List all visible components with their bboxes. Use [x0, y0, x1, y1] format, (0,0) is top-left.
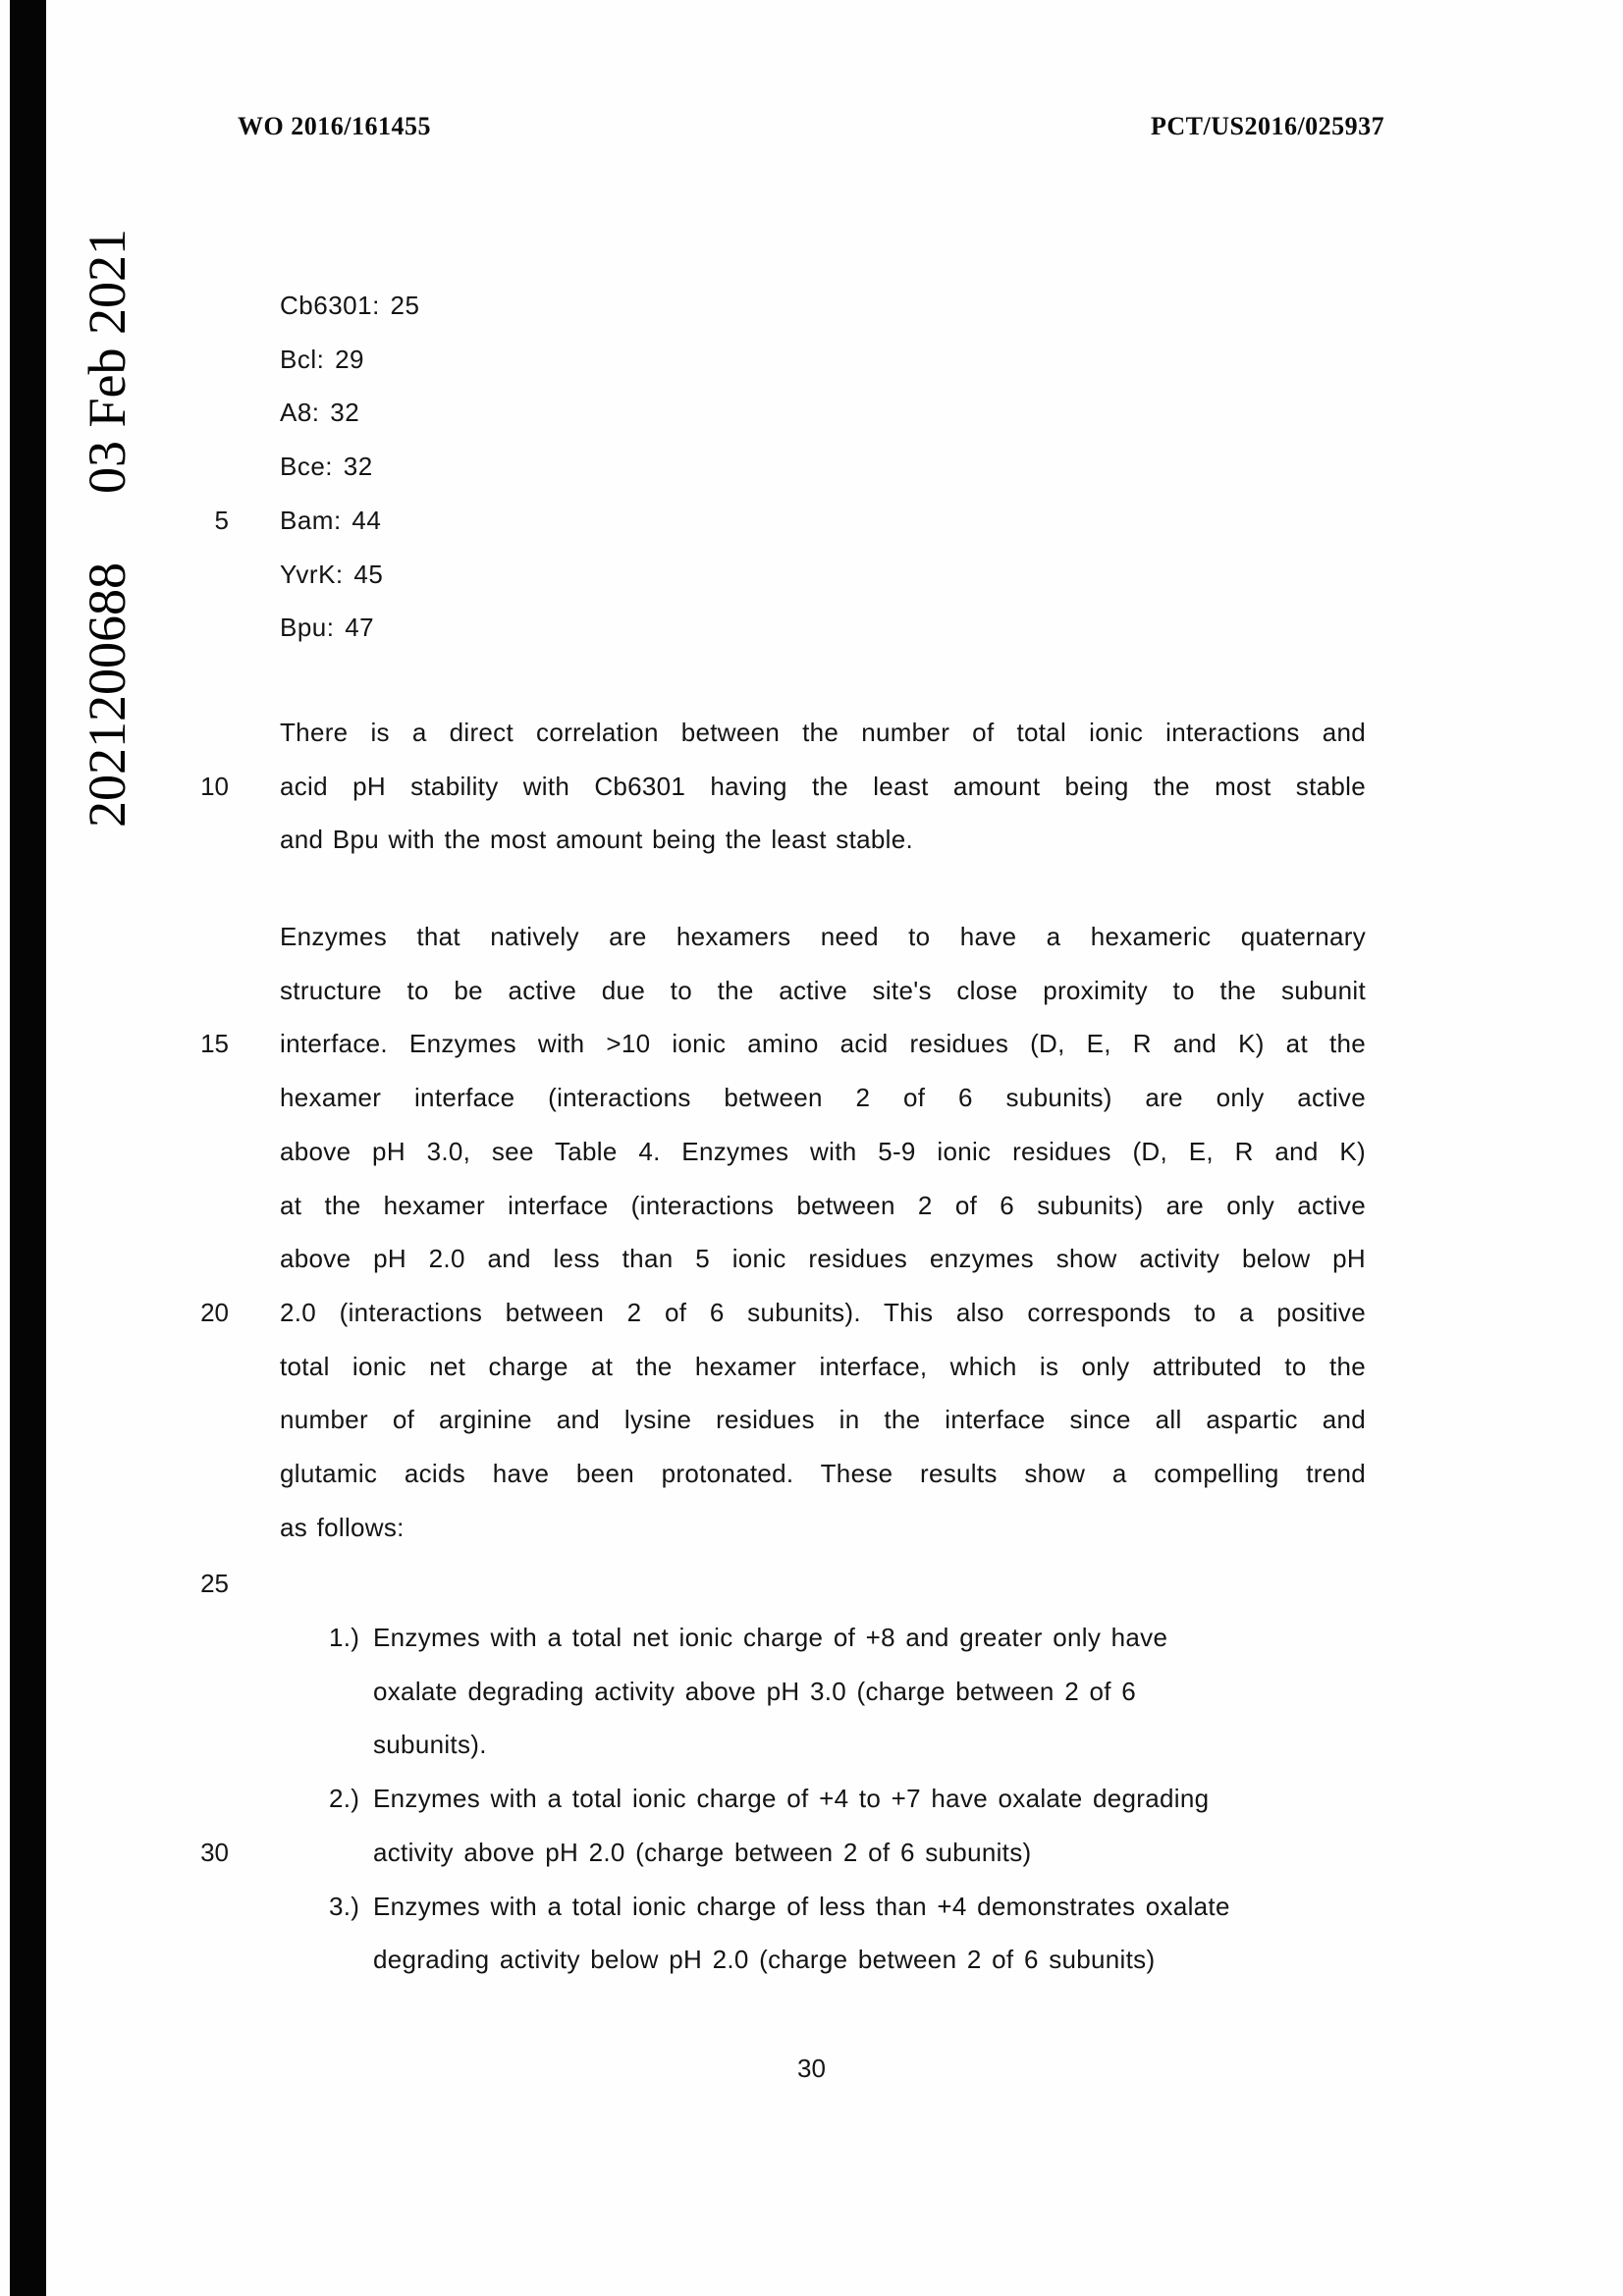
- paragraph-line: There is a direct correlation between the number of total ionic interactions and: [280, 718, 1366, 747]
- list-item-line: subunits).: [373, 1730, 487, 1760]
- paragraph-line: hexamer interface (interactions between 2 of 6 subunits) are only active: [280, 1083, 1366, 1113]
- paragraph-hexamer: [280, 910, 1366, 1554]
- enzyme-value-list: [280, 279, 419, 655]
- paragraph-line: as follows:: [280, 1512, 405, 1542]
- vertical-filing-stamp: [78, 209, 136, 828]
- paragraph-line: total ionic net charge at the hexamer interface, which is only attributed to the: [280, 1351, 1366, 1381]
- value-list-line: Cb6301: 25: [280, 291, 420, 320]
- paragraph-line: at the hexamer interface (interactions between 2 of 6 subunits) are only active: [280, 1190, 1366, 1220]
- stamp-date: 03 Feb 2021: [78, 229, 136, 494]
- list-item-line: activity above pH 2.0 (charge between 2 of 6 subunits): [373, 1837, 1032, 1867]
- paragraph-line: 2.0 (interactions between 2 of 6 subunits). This also corresponds to a positive: [280, 1297, 1366, 1327]
- value-list-line: Bam: 44: [280, 505, 382, 535]
- list-item-3: [329, 1880, 1389, 1987]
- paragraph-line: structure to be active due to the active site's close proximity to the subunit: [280, 975, 1366, 1005]
- list-item-line: Enzymes with a total ionic charge of +4 to +7 have oxalate degrading: [373, 1784, 1210, 1814]
- list-item-1: [329, 1611, 1389, 1772]
- list-item-body: [373, 1880, 1389, 1987]
- margin-line-number-30: 30: [200, 1838, 229, 1867]
- list-item-body: [373, 1772, 1389, 1879]
- list-item-line: degrading activity below pH 2.0 (charge between 2 of 6 subunits): [373, 1945, 1156, 1975]
- value-list-line: A8: 32: [280, 398, 360, 428]
- value-list-line: Bcl: 29: [280, 344, 364, 374]
- margin-line-number-25: 25: [200, 1569, 229, 1598]
- publication-number: WO 2016/161455: [238, 112, 431, 140]
- list-item-line: Enzymes with a total net ionic charge of +8 and greater only have: [373, 1623, 1168, 1652]
- value-list-line: Bpu: 47: [280, 613, 375, 643]
- list-item-marker: 3.): [329, 1891, 360, 1921]
- value-list-line: Bce: 32: [280, 452, 373, 482]
- list-item-body: [373, 1611, 1389, 1772]
- margin-line-number-10: 10: [200, 772, 229, 801]
- value-list-line: YvrK: 45: [280, 559, 384, 589]
- list-item-line: oxalate degrading activity above pH 3.0 (charge between 2 of 6: [373, 1676, 1137, 1706]
- paragraph-line: interface. Enzymes with >10 ionic amino acid residues (D, E, R and K) at the: [280, 1029, 1366, 1059]
- paragraph-line: above pH 2.0 and less than 5 ionic residues enzymes show activity below pH: [280, 1244, 1366, 1274]
- paragraph-line: and Bpu with the most amount being the least stable.: [280, 825, 913, 855]
- page-number: 30: [797, 2054, 826, 2083]
- margin-line-number-15: 15: [200, 1029, 229, 1058]
- margin-line-number-5: 5: [214, 506, 229, 535]
- margin-line-number-20: 20: [200, 1298, 229, 1327]
- list-item-marker: 2.): [329, 1784, 360, 1814]
- paragraph-line: acid pH stability with Cb6301 having the least amount being the most stable: [280, 771, 1366, 801]
- paragraph-line: glutamic acids have been protonated. These results show a compelling trend: [280, 1459, 1366, 1489]
- paragraph-line: above pH 3.0, see Table 4. Enzymes with 5-9 ionic residues (D, E, R and K): [280, 1136, 1366, 1166]
- list-item-line: Enzymes with a total ionic charge of less than +4 demonstrates oxalate: [373, 1891, 1230, 1921]
- list-item-marker: 1.): [329, 1623, 360, 1652]
- list-item-2: [329, 1772, 1389, 1879]
- pct-application-number: PCT/US2016/025937: [1151, 112, 1385, 140]
- conclusions-numbered-list: [329, 1611, 1389, 1987]
- paragraph-line: Enzymes that natively are hexamers need to have a hexameric quaternary: [280, 922, 1366, 951]
- paragraph-line: number of arginine and lysine residues in the interface since all aspartic and: [280, 1405, 1366, 1435]
- scan-edge-artifact-bar: [10, 0, 46, 2296]
- paragraph-correlation: [280, 706, 1366, 867]
- stamp-application-number: 2021200688: [78, 562, 136, 828]
